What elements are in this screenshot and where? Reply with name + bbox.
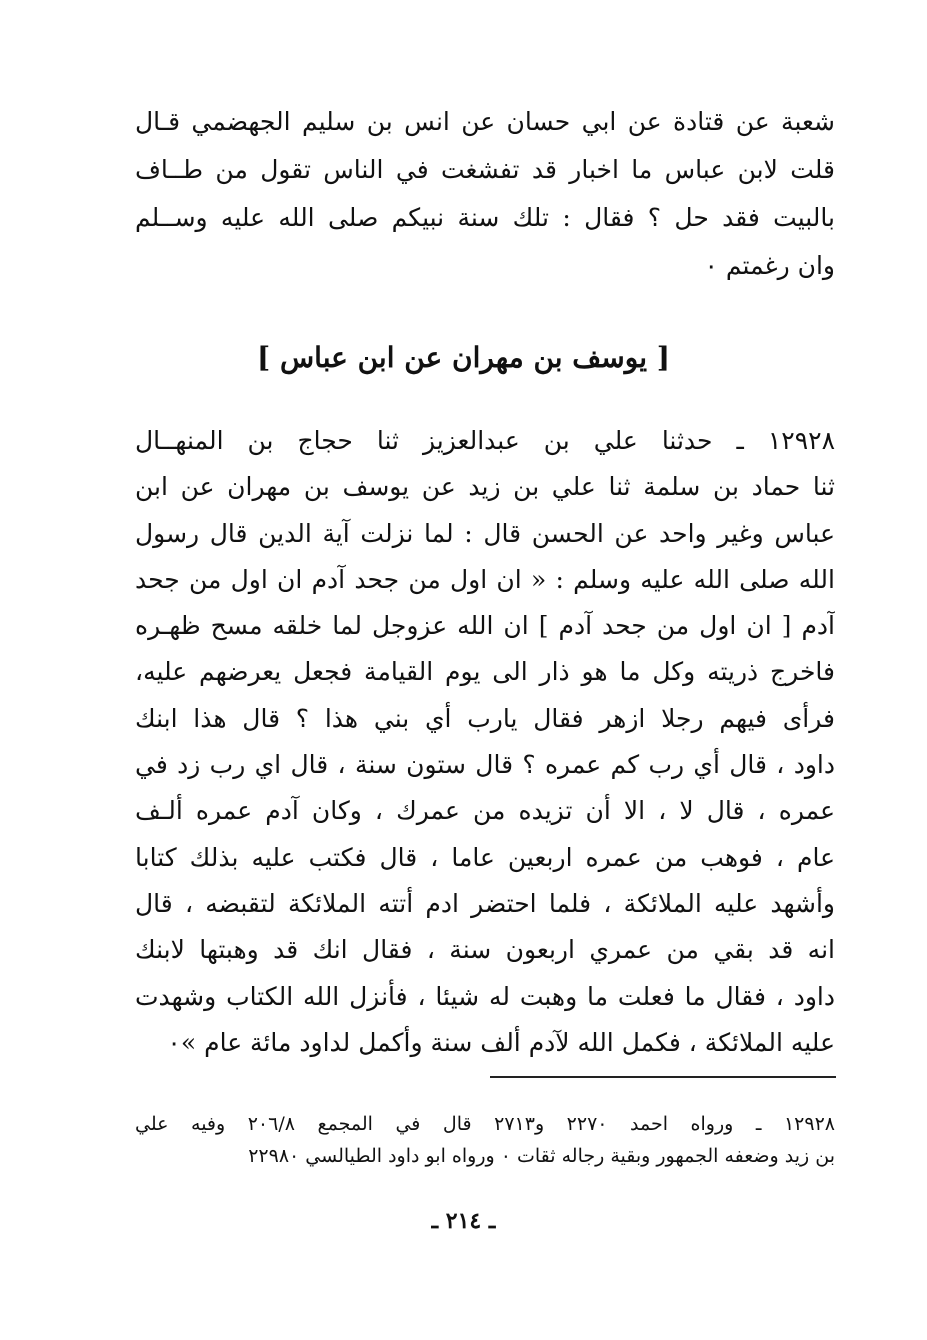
intro-paragraph [135, 98, 835, 290]
text-line: عام ، فوهب من عمره اربعين عاما ، قال فكتب عليه بذلك كتابا [135, 842, 835, 872]
text-line: آدم [ ان اول من جحد آدم ] ان الله عزوجل لما خلقه مسح ظهـره [135, 611, 835, 641]
text-line: فاخرج ذريته وكل ما هو ذار الى يوم القيامة فجعل يعرضهم عليه، [135, 657, 835, 687]
text-line: انه قد بقي من عمري اربعون سنة ، فقال انك قد وهبتها لابنك [135, 935, 835, 965]
footnote-line: بن زيد وضعفه الجمهور وبقية رجاله ثقات ٠ ورواه ابو داود الطيالسي ٢٢٩٨٠ [248, 1145, 835, 1167]
text-line: داود ، فقال ما فعلت ما وهبت له شيئا ، فأنزل الله الكتاب وشهدت [135, 981, 835, 1011]
text-line: ثنا حماد بن سلمة ثنا علي بن زيد عن يوسف بن مهران عن ابن [135, 472, 835, 502]
footnote-line: ١٢٩٢٨ ـ ورواه احمد ٢٢٧٠ و٢٧١٣ قال في المجمع ٢٠٦/٨ وفيه علي [135, 1113, 835, 1135]
text-line: داود ، قال أي رب كم عمره ؟ قال ستون سنة ، قال اي رب زد في [135, 750, 835, 780]
text-line: بالبيت فقد حل ؟ فقال : تلك سنة نبيكم صلى الله عليه وســلم [135, 203, 835, 232]
text-line: عليه الملائكة ، فكمل الله لآدم ألف سنة وأكمل لداود مائة عام »٠ [167, 1027, 835, 1057]
text-line: شعبة عن قتادة عن ابي حسان عن انس بن سليم الجهضمي قـال [135, 107, 835, 136]
page-number: ـ ٢١٤ ـ [431, 1208, 496, 1234]
footnotes [135, 1108, 835, 1172]
text-line: الله صلى الله عليه وسلم : « ان اول من جحد آدم ان اول من جحد [135, 564, 835, 594]
text-line: وأشهد عليه الملائكة ، فلما احتضر ادم أتته الملائكة لتقبضه ، قال [135, 888, 835, 918]
section-heading: [ يوسف بن مهران عن ابن عباس ] [256, 341, 670, 374]
hadith-paragraph [135, 418, 835, 1066]
footnote-divider [490, 1076, 836, 1078]
text-line: عمره ، قال لا ، الا أن تزيده من عمرك ، وكان آدم عمره ألـف [135, 796, 835, 826]
text-line: فرأى فيهم رجلا ازهر فقال يارب أي بني هذا ؟ قال هذا ابنك [135, 703, 835, 733]
text-line: عباس وغير واحد عن الحسن قال : لما نزلت آية الدين قال رسول [135, 518, 835, 548]
text-line: قلت لابن عباس ما اخبار قد تفشغت في الناس تقول من طــاف [135, 155, 835, 184]
text-line: وان رغمتم ٠ [704, 251, 835, 280]
text-line: ١٢٩٢٨ ـ حدثنا علي بن عبدالعزيز ثنا حجاج بن المنهــال [135, 426, 835, 455]
